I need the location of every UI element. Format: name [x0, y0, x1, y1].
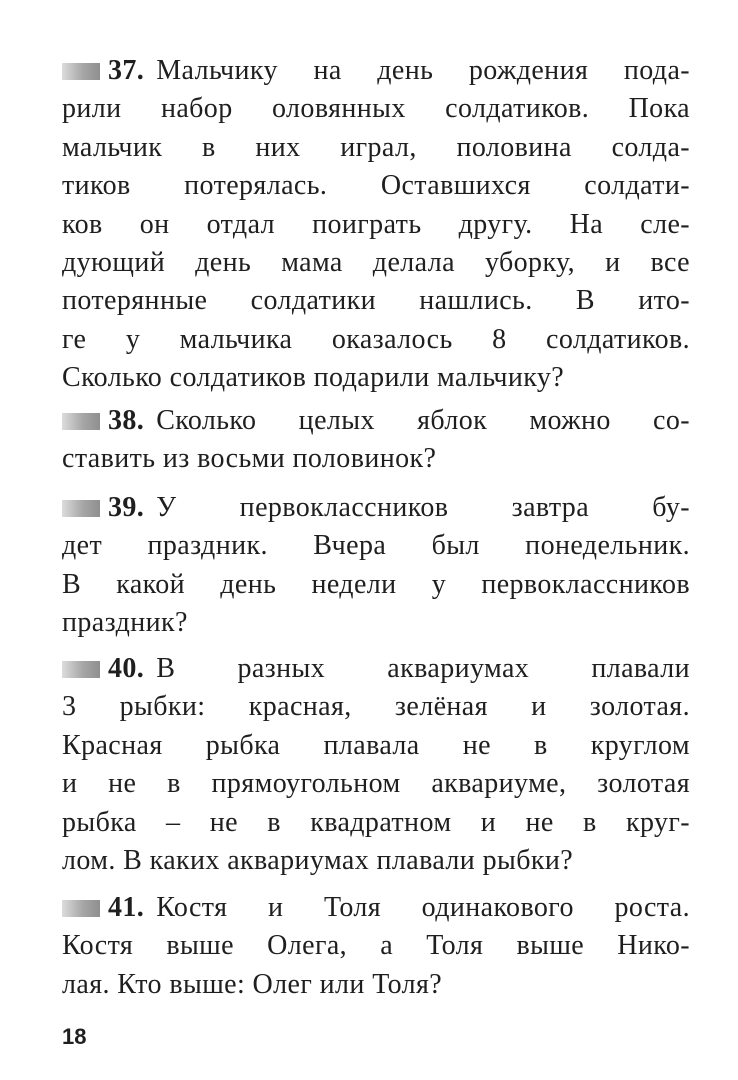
problem-39	[62, 489, 690, 643]
problem-text-line: ков он отдал поиграть другу. На сле-	[62, 208, 690, 240]
task-marker-icon	[62, 900, 100, 917]
problem-text-line: Сколько целых яблок можно со-	[156, 405, 690, 436]
problem-number: 40.	[108, 653, 145, 684]
problem-first-line	[62, 402, 690, 440]
problem-text-line: ге у мальчика оказалось 8 солдатиков.	[62, 323, 690, 355]
problem-text-line: ставить из восьми половинок?	[62, 443, 437, 475]
problem-text-line: рили набор оловянных солдатиков. Пока	[62, 93, 690, 125]
problem-text-line: Сколько солдатиков подарили мальчику?	[62, 362, 565, 394]
problem-37	[62, 52, 690, 398]
problem-41	[62, 889, 690, 1004]
page-number: 18	[62, 1024, 87, 1049]
task-marker-icon	[62, 500, 100, 517]
task-marker-icon	[62, 661, 100, 678]
problem-first-line	[62, 52, 690, 90]
problem-text-line: Мальчику на день рождения пода-	[156, 55, 690, 86]
problem-text-line: Красная рыбка плавала не в круглом	[62, 729, 690, 761]
problem-number: 39.	[108, 492, 145, 523]
problem-text-line: Костя и Толя одинакового роста.	[156, 892, 690, 923]
problem-text-line: тиков потерялась. Оставшихся солдати-	[62, 170, 690, 202]
problem-text-line: дующий день мама делала уборку, и все	[62, 246, 690, 278]
problem-text-line: В какой день недели у первоклассников	[62, 568, 690, 600]
problem-text-line: праздник?	[62, 607, 188, 639]
problem-text-line: и не в прямоугольном аквариуме, золотая	[62, 768, 690, 800]
problem-text-line: В разных аквариумах плавали	[156, 653, 690, 684]
problem-first-line	[62, 650, 690, 688]
problem-text-line: потерянные солдатики нашлись. В ито-	[62, 285, 690, 317]
problem-number: 38.	[108, 405, 145, 436]
problem-number: 41.	[108, 892, 145, 923]
problem-text-line: лом. В каких аквариумах плавали рыбки?	[62, 844, 574, 876]
problem-text-line: рыбка – не в квадратном и не в круг-	[62, 806, 690, 838]
problem-text-line: лая. Кто выше: Олег или Толя?	[62, 968, 443, 1000]
problem-first-line	[62, 889, 690, 927]
problem-text-line: 3 рыбки: красная, зелёная и золотая.	[62, 691, 690, 723]
problem-text-line: Костя выше Олега, а Толя выше Нико-	[62, 930, 690, 962]
problem-38	[62, 402, 690, 479]
problem-text-line: У первоклассников завтра бу-	[156, 492, 690, 523]
problem-40	[62, 650, 690, 880]
task-marker-icon	[62, 413, 100, 430]
problem-number: 37.	[108, 55, 145, 86]
problem-text-line: дет праздник. Вчера был понедельник.	[62, 530, 690, 562]
problem-first-line	[62, 489, 690, 527]
problem-text-line: мальчик в них играл, половина солда-	[62, 131, 690, 163]
task-marker-icon	[62, 63, 100, 80]
